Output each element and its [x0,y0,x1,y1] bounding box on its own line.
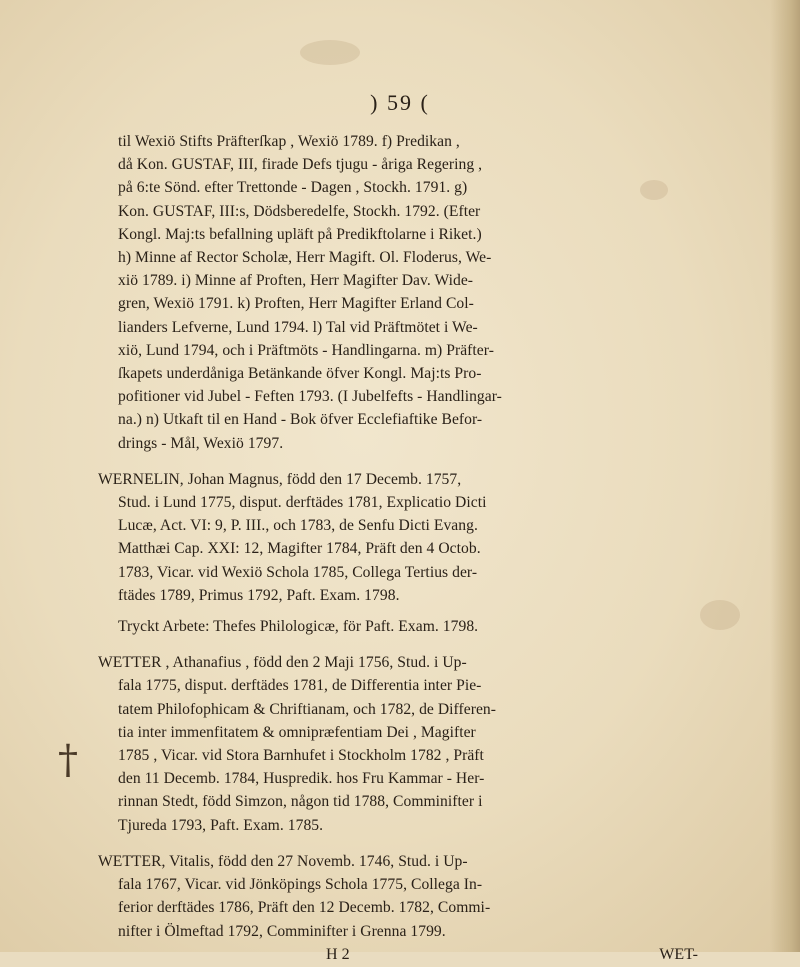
text-line: Matthæi Cap. XXI: 12, Magifter 1784, Präft den 4 Octob. [118,540,481,558]
text-line: drings - Mål, Wexiö 1797. [118,434,284,452]
text-line: tatem Philofophicam & Chriftianam, och 1782, de Differen- [118,700,497,718]
text-line: Tjureda 1793, Paft. Exam. 1785. [118,816,324,834]
page-edge-shadow [770,0,800,952]
stain [300,40,360,65]
entry-heading-line: WETTER , Athanafius , född den 2 Maji 1756, Stud. i Up- [98,654,467,672]
text-line: 1785 , Vicar. vid Stora Barnhufet i Stockholm 1782 , Präft [118,747,484,765]
text-line: ſkapets underdåniga Betänkande öfver Kongl. Maj:ts Pro- [118,365,482,383]
text-line: fala 1767, Vicar. vid Jönköpings Schola 1775, Collega In- [118,876,483,894]
text-line: då Kon. GUSTAF, III, firade Defs tjugu - åriga Regering , [118,156,483,174]
text-line: pofitioner vid Jubel - Feften 1793. (I Jubelfefts - Handlingar- [118,388,502,406]
paragraph-gap [98,607,658,615]
text-line: gren, Wexiö 1791. k) Proften, Herr Magifter Erland Col- [118,295,474,313]
paragraph-gap [98,638,658,651]
text-line: den 11 Decemb. 1784, Huspredik. hos Fru Kammar - Her- [118,770,485,788]
text-line: xiö, Lund 1794, och i Präftmöts - Handlingarna. m) Präfter- [118,341,494,359]
paragraph-gap [98,837,658,850]
text-line: lianders Lefverne, Lund 1794. l) Tal vid Präftmötet i We- [118,318,478,336]
text-line: 1783, Vicar. vid Wexiö Schola 1785, Collega Tertius der- [118,563,478,581]
text-line: Stud. i Lund 1775, disput. derftädes 1781, Explicatio Dicti [118,494,487,512]
page-header: ) 59 ( [370,90,430,115]
text-line: xiö 1789. i) Minne af Proften, Herr Magifter Dav. Wide- [118,272,474,290]
text-line: Lucæ, Act. VI: 9, P. III., och 1783, de Senfu Dicti Evang. [118,517,478,535]
text-line: Tryckt Arbete: Thefes Philologicæ, för Paft. Exam. 1798. [118,618,479,636]
text-line: fala 1775, disput. derftädes 1781, de Differentia inter Pie- [118,677,482,695]
text-line: til Wexiö Stifts Präfterſkap , Wexiö 1789. f) Predikan , [118,133,460,150]
text-line: Kongl. Maj:ts befallning upläft på Predikftolarne i Riket.) [118,225,482,243]
text-line: h) Minne af Rector Scholæ, Herr Magift. Ol. Floderus, We- [118,249,492,267]
page-text [98,130,698,967]
text-line: nifter i Ölmeftad 1792, Comminifter i Grenna 1799. [118,922,446,940]
page-footer [98,943,698,967]
text-line: na.) n) Utkaft til en Hand - Bok öfver Ecclefiaftike Befor- [118,411,483,429]
text-line: rinnan Stedt, född Simzon, någon tid 1788, Comminifter i [118,793,483,811]
paragraph-gap [98,455,658,468]
catchword: WET- [659,945,698,963]
text-line: på 6:te Sönd. efter Trettonde - Dagen , Stockh. 1791. g) [118,179,468,197]
marginal-cross-mark: † [58,737,78,783]
text-line: tia inter immenfitatem & omnipræfentiam Dei , Magifter [118,723,476,741]
signature-mark: H 2 [326,945,350,963]
stain [700,600,740,630]
entry-heading-line: WETTER, Vitalis, född den 27 Novemb. 1746, Stud. i Up- [98,852,468,870]
text-line: ferior derftädes 1786, Präft den 12 Decemb. 1782, Commi- [118,899,491,917]
text-line: Kon. GUSTAF, III:s, Dödsberedelfe, Stockh. 1792. (Efter [118,202,481,220]
text-line: ftädes 1789, Primus 1792, Paft. Exam. 1798. [118,586,400,604]
entry-heading-line: WERNELIN, Johan Magnus, född den 17 Decemb. 1757, [98,470,462,488]
